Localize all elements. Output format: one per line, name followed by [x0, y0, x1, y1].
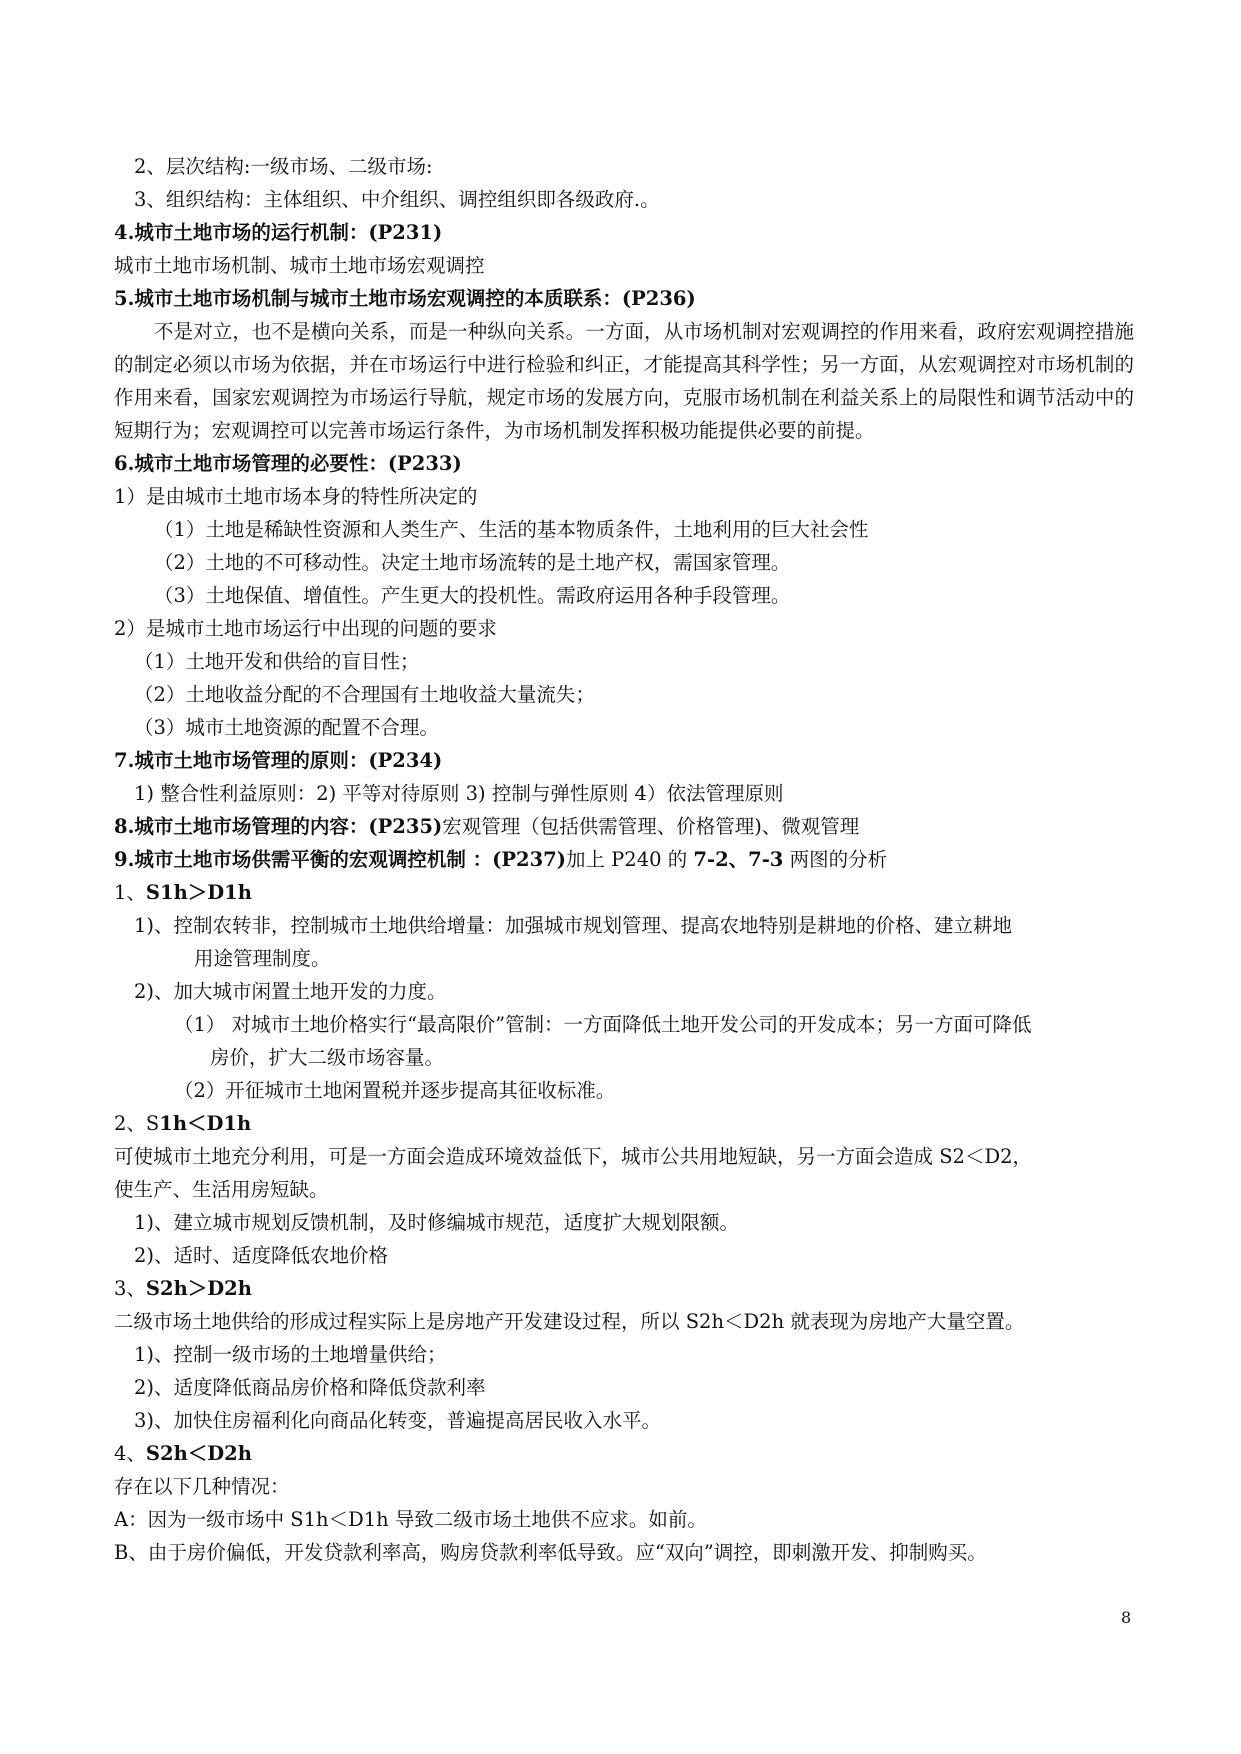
text-line: 城市土地市场机制、城市土地市场宏观调控 — [114, 254, 485, 277]
case-title: S2h＞D2h — [145, 1277, 252, 1300]
text-line: 1）是由城市土地市场本身的特性所决定的 — [114, 485, 478, 508]
list-item: （2）土地的不可移动性。决定土地市场流转的是土地产权，需国家管理。 — [154, 551, 791, 574]
section-heading: 8.城市土地市场管理的内容：(P235) — [114, 815, 443, 838]
list-item: 3)、加快住房福利化向商品化转变，普遍提高居民收入水平。 — [134, 1409, 662, 1432]
figure-ref: 7-2、7-3 — [693, 848, 784, 871]
section-heading-line — [114, 843, 1134, 876]
text-line: 1) 整合性利益原则：2) 平等对待原则 3) 控制与弹性原则 4）依法管理原则 — [134, 782, 784, 805]
list-item: （2）土地收益分配的不合理国有土地收益大量流失； — [134, 683, 595, 706]
text-line: B、由于房价偏低，开发贷款利率高，购房贷款利率低导致。应“双向”调控，即刺激开发、抑制购买。 — [114, 1541, 987, 1564]
text-line: 2）是城市土地市场运行中出现的问题的要求 — [114, 617, 497, 640]
case-heading: 3、S2h＞D2h — [114, 1277, 252, 1300]
list-item: 2)、适时、适度降低农地价格 — [134, 1244, 389, 1267]
page-number: 8 — [1121, 1608, 1132, 1627]
list-item: 1)、控制一级市场的土地增量供给； — [134, 1343, 447, 1366]
heading-note: 两图的分析 — [783, 848, 888, 871]
section-heading-line — [114, 810, 1134, 843]
list-item: （2）开征城市土地闲置税并逐步提高其征收标准。 — [174, 1079, 616, 1102]
case-title: 1h＜D1h — [159, 1112, 252, 1135]
text-line: 二级市场土地供给的形成过程实际上是房地产开发建设过程，所以 S2h＜D2h 就表现为房地产大量空置。 — [114, 1310, 1025, 1333]
text-line: 存在以下几种情况： — [114, 1475, 290, 1498]
paragraph: 不是对立，也不是横向关系，而是一种纵向关系。一方面，从市场机制对宏观调控的作用来看，政府宏观调控措施的制定必须以市场为依据，并在市场运行中进行检验和纠正，才能提高其科学性；另一方面，从宏观调控对市场机制的作用来看，国家宏观调控为市场运行导航，规定市场的发展方向，克服市场机制在利益关系上的局限性和调节活动中的短期行为；宏观调控可以完善市场运行条件，为市场机制发挥积极功能提供必要的前提。 — [114, 320, 1134, 442]
list-item: 2)、适度降低商品房价格和降低贷款利率 — [134, 1376, 486, 1399]
section-heading: 4.城市土地市场的运行机制：(P231) — [114, 221, 443, 244]
list-item-continuation: 房价，扩大二级市场容量。 — [210, 1046, 445, 1069]
case-title: S2h＜D2h — [145, 1442, 252, 1465]
heading-note: 宏观管理（包括供需管理、价格管理)、微观管理 — [442, 815, 860, 838]
list-item: 2)、加大城市闲置土地开发的力度。 — [134, 980, 447, 1003]
case-title: S1h＞D1h — [145, 881, 252, 904]
text-line: A：因为一级市场中 S1h＜D1h 导致二级市场土地供不应求。如前。 — [114, 1508, 707, 1531]
heading-note: 加上 P240 的 — [565, 848, 694, 871]
page-content — [114, 150, 1134, 1569]
case-heading: 2、S1h＜D1h — [114, 1112, 252, 1135]
section-heading: 9.城市土地市场供需平衡的宏观调控机制 ：(P237) — [114, 848, 566, 871]
section-heading: 6.城市土地市场管理的必要性：(P233) — [114, 452, 462, 475]
list-item: （1） 对城市土地价格实行“最高限价”管制：一方面降低土地开发公司的开发成本；另一方面可降低 — [174, 1013, 1032, 1036]
text-line: 使生产、生活用房短缺。 — [114, 1178, 329, 1201]
section-heading: 7.城市土地市场管理的原则：(P234) — [114, 749, 443, 772]
case-heading: 1、S1h＞D1h — [114, 881, 252, 904]
case-heading: 4、S2h＜D2h — [114, 1442, 252, 1465]
list-item: （1）土地是稀缺性资源和人类生产、生活的基本物质条件，土地利用的巨大社会性 — [154, 518, 869, 541]
list-item: （3）土地保值、增值性。产生更大的投机性。需政府运用各种手段管理。 — [154, 584, 791, 607]
text-line: 2、层次结构:一级市场、二级市场: — [134, 155, 433, 178]
list-item: （3）城市土地资源的配置不合理。 — [134, 716, 439, 739]
text-line: 3、组织结构：主体组织、中介组织、调控组织即各级政府.。 — [134, 188, 660, 211]
section-heading: 5.城市土地市场机制与城市土地市场宏观调控的本质联系：(P236) — [114, 287, 696, 310]
list-item-continuation: 用途管理制度。 — [194, 947, 331, 970]
list-item: （1）土地开发和供给的盲目性； — [134, 650, 420, 673]
list-item: 1)、控制农转非，控制城市土地供给增量：加强城市规划管理、提高农地特别是耕地的价格、建立耕地 — [134, 914, 1013, 937]
list-item: 1)、建立城市规划反馈机制，及时修编城市规范，适度扩大规划限额。 — [134, 1211, 740, 1234]
text-line: 可使城市土地充分利用，可是一方面会造成环境效益低下，城市公共用地短缺，另一方面会造成 S2＜D2， — [114, 1145, 1033, 1168]
